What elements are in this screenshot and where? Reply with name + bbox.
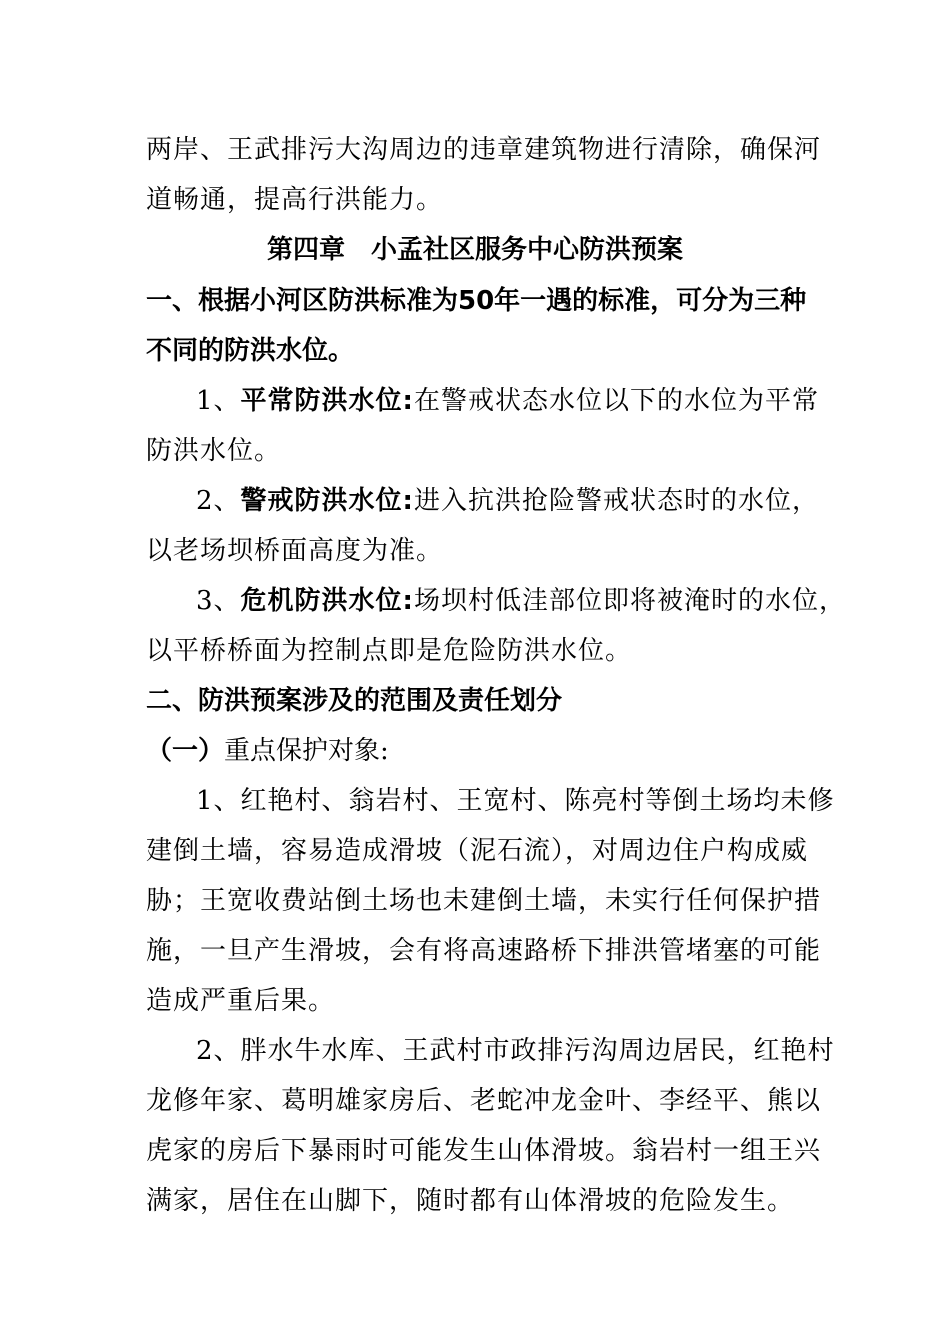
paragraph-line: 道畅通，提高行洪能力。 [146,185,444,215]
item-number: 3、 [196,586,241,616]
section-heading: 二、防洪预案涉及的范围及责任划分 [146,686,563,716]
paragraph-line: 防洪水位。 [146,436,282,466]
item-text: 在警戒状态水位以下的水位为平常 [413,386,819,416]
subsection-number: （一） [146,736,225,766]
subsection-heading [146,733,389,769]
paragraph-line: 两岸、王武排污大沟周边的违章建筑物进行清除，确保河 [146,135,822,165]
paragraph-line: 建倒土墙，容易造成滑坡（泥石流），对周边住户构成威 [146,836,809,866]
item-number: 2、 [196,486,241,516]
paragraph-line: 以平桥桥面为控制点即是危险防洪水位。 [146,636,633,666]
water-level-item-2 [196,483,819,519]
section-heading: 一、根据小河区防洪标准为50年一遇的标准，可分为三种 [146,286,807,316]
paragraph-line: 龙修年家、葛明雄家房后、老蛇冲龙金叶、李经平、熊以 [146,1086,822,1116]
item-number: 1、 [196,386,241,416]
paragraph-line: 2、胖水牛水库、王武村市政排污沟周边居民，红艳村 [196,1036,835,1066]
item-text: 场坝村低洼部位即将被淹时的水位， [413,586,846,616]
paragraph-line: 1、红艳村、翁岩村、王宽村、陈亮村等倒土场均未修 [196,786,835,816]
section-heading-continued: 不同的防洪水位。 [146,336,355,366]
item-heading: 平常防洪水位: [240,386,414,416]
chapter-title: 第四章 小孟社区服务中心防洪预案 [266,235,683,265]
item-heading: 危机防洪水位: [240,586,414,616]
paragraph-line: 施，一旦产生滑坡，会有将高速路桥下排洪管堵塞的可能 [146,936,822,966]
paragraph-line: 造成严重后果。 [146,986,336,1016]
paragraph-line: 以老场坝桥面高度为准。 [146,536,444,566]
paragraph-line: 胁；王宽收费站倒土场也未建倒土墙，未实行任何保护措 [146,886,822,916]
item-text: 进入抗洪抢险警戒状态时的水位， [413,486,819,516]
paragraph-line: 满家，居住在山脚下，随时都有山体滑坡的危险发生。 [146,1186,795,1216]
item-heading: 警戒防洪水位: [240,486,414,516]
subsection-text: 重点保护对象: [224,736,389,766]
water-level-item-1 [196,383,819,419]
water-level-item-3 [196,583,846,619]
paragraph-line: 虎家的房后下暴雨时可能发生山体滑坡。翁岩村一组王兴 [146,1136,822,1166]
